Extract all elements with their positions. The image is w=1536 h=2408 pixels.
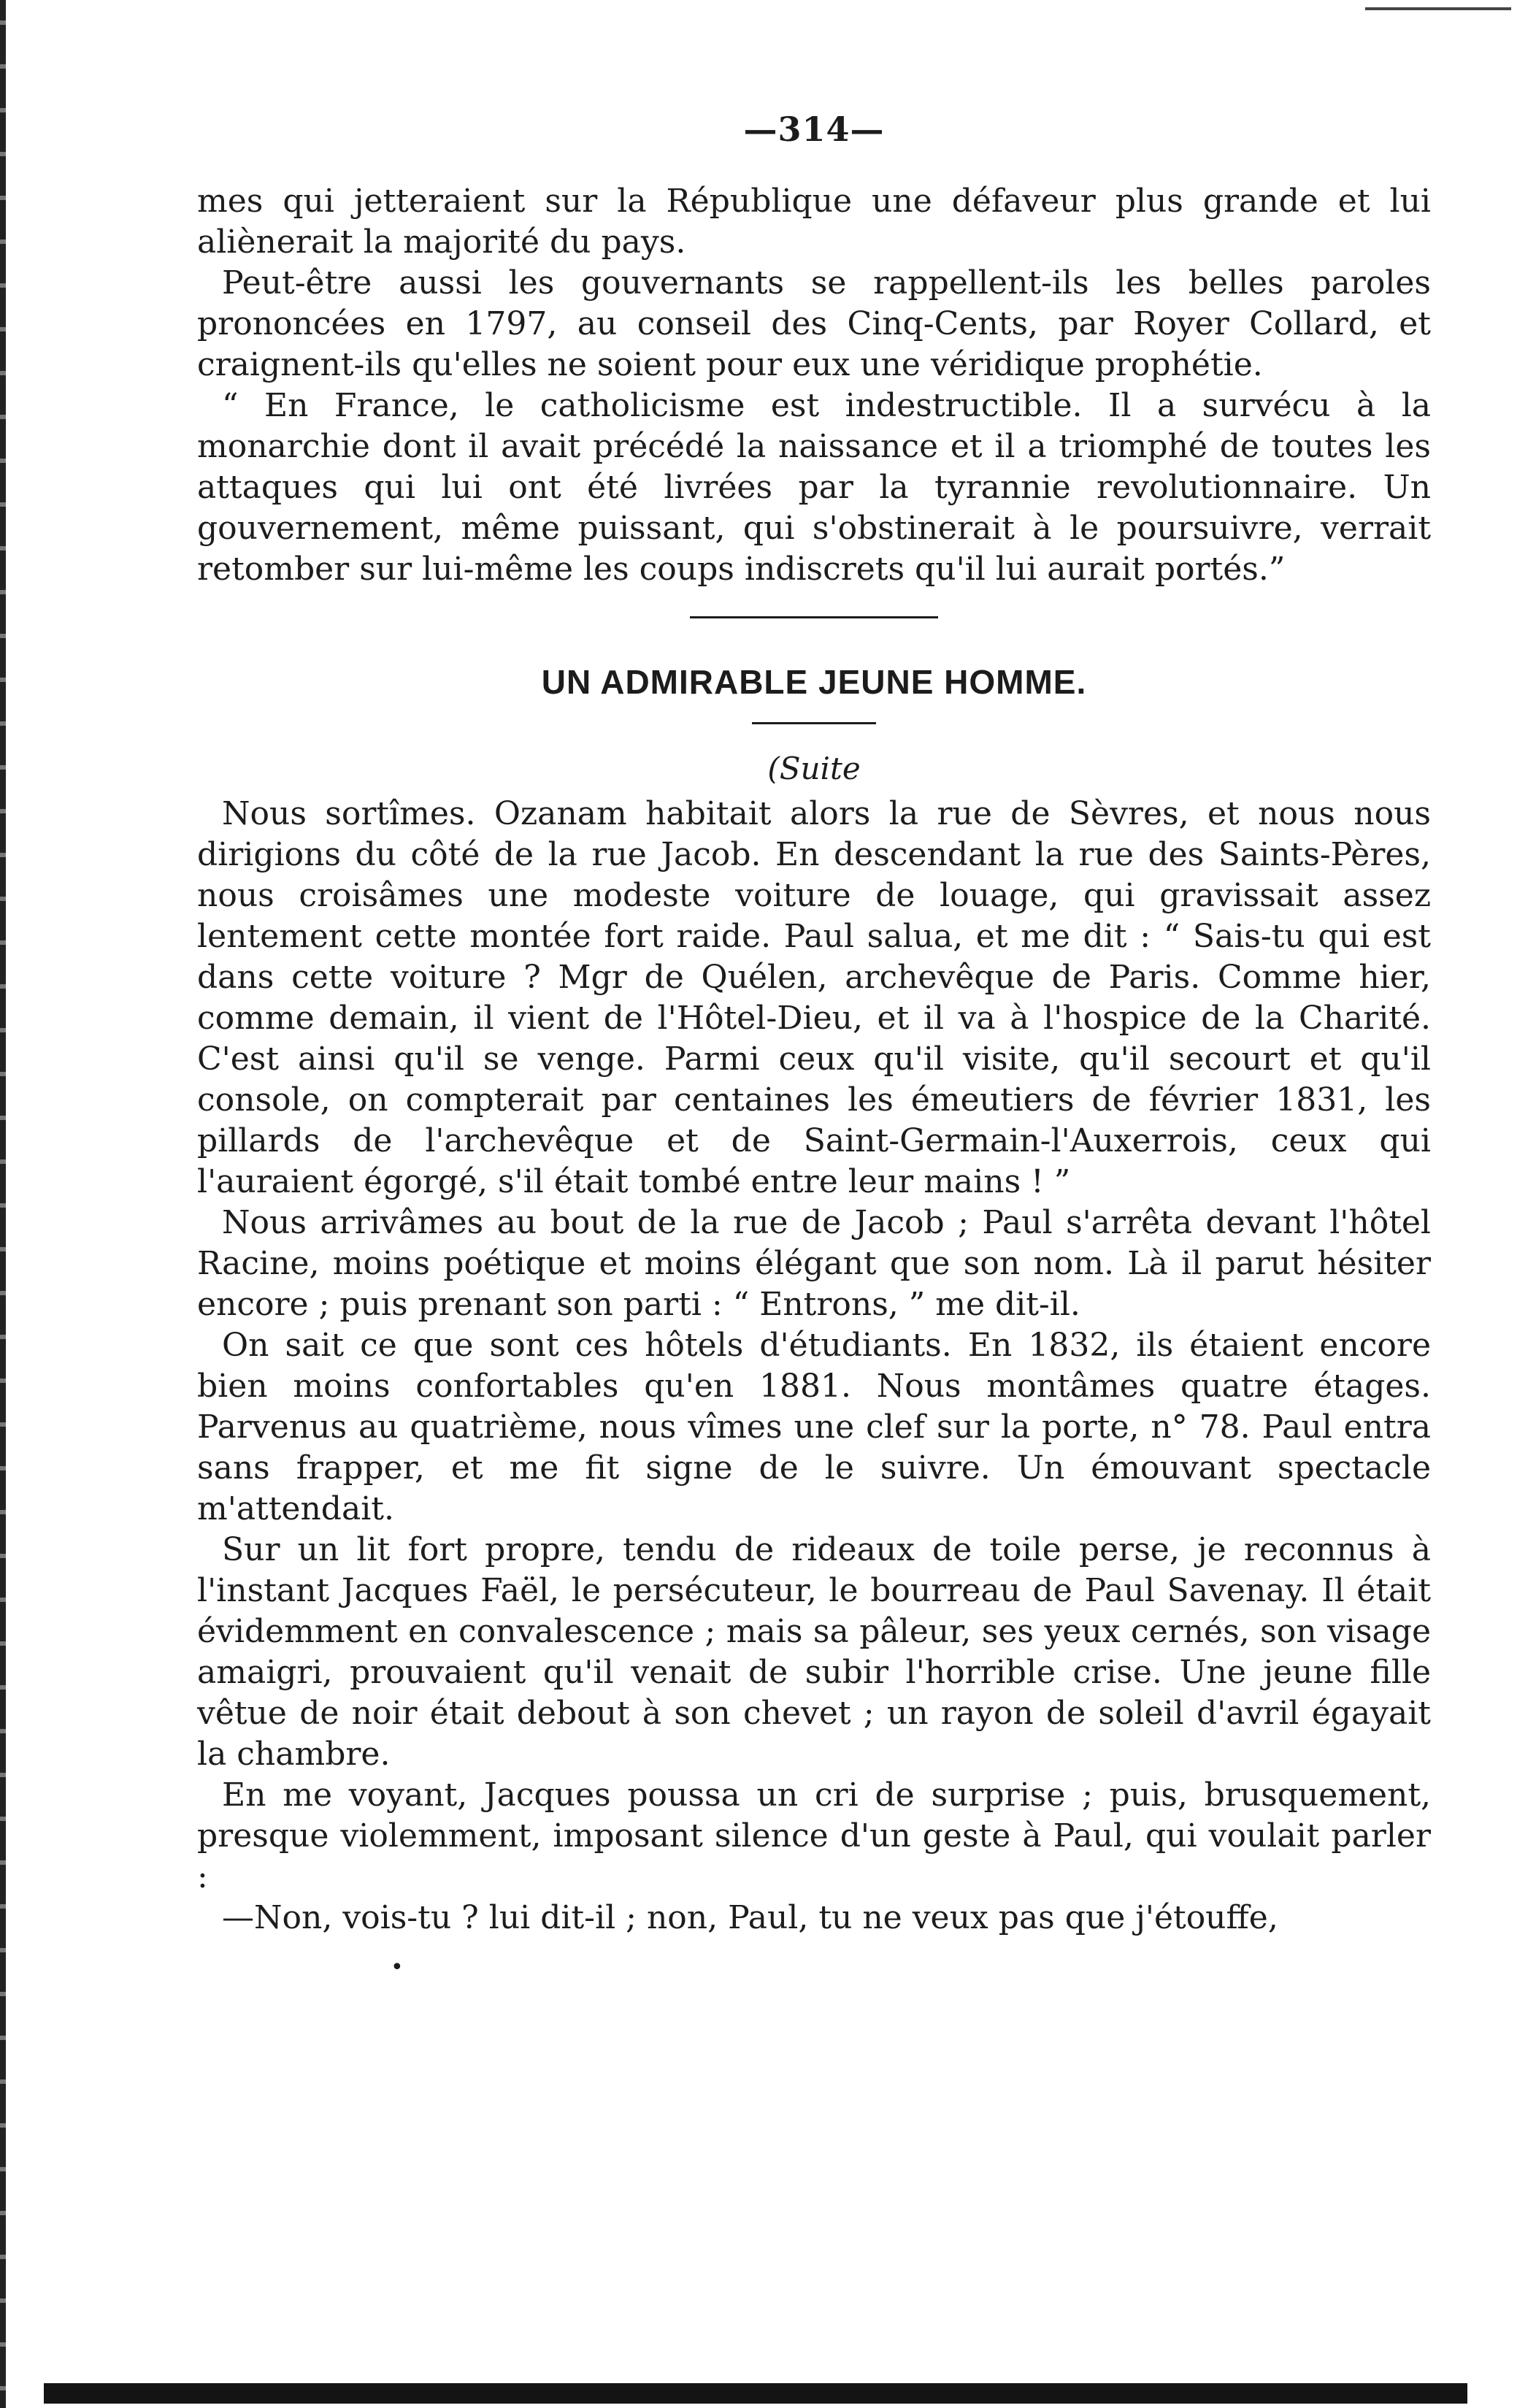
paragraph: En me voyant, Jacques poussa un cri de surprise ; puis, brusquement, presque violemment, imposant silence d'un geste à Paul, qui voulait parler : xyxy=(197,1776,1431,1895)
paragraph: Nous arrivâmes au bout de la rue de Jacob ; Paul s'arrêta devant l'hôtel Racine, moins poétique et moins élégant que son nom. Là il parut hésiter encore ; puis prenant son parti : “ Entrons, ” me dit-il. xyxy=(197,1204,1431,1323)
paragraph: Nous sortîmes. Ozanam habitait alors la rue de Sèvres, et nous nous dirigions du côté de la rue Jacob. En descendant la rue des Saints-Pères, nous croisâmes une modeste voiture de louage, qui gravissait assez lentement cette montée fort raide. Paul salua, et me dit : “ Sais-tu qui est dans cette voiture ? Mgr de Quélen, archevêque de Paris. Comme hier, comme demain, il vient de l'Hôtel-Dieu, et il va à l'hospice de la Charité. C'est ainsi qu'il se venge. Parmi ceux qu'il visite, qu'il secourt et qu'il console, on compterait par centaines les émeutiers de février 1831, les pillards de l'archevêque et de Saint-Germain-l'Auxerrois, ceux qui l'auraient égorgé, s'il était tombé entre leur mains ! ” xyxy=(197,795,1431,1200)
divider-rule xyxy=(752,722,876,724)
paragraph: Sur un lit fort propre, tendu de rideaux de toile perse, je reconnus à l'instant Jacques Faël, le persécuteur, le bourreau de Paul Savenay. Il était évidemment en convalescence ; mais sa pâleur, ses yeux cernés, son visage amaigri, prouvaient qu'il venait de subir l'horrible crise. Une jeune fille vêtue de noir était debout à son chevet ; un rayon de soleil d'avril égayait la chambre. xyxy=(197,1531,1431,1773)
footer-mark: • xyxy=(391,1955,404,1980)
scan-top-mark xyxy=(1365,7,1511,10)
paragraph: Peut-être aussi les gouvernants se rappellent-ils les belles paroles prononcées en 1797, au conseil des Cinq-Cents, par Royer Collard, et craignent-ils qu'elles ne soient pour eux une véridique prophétie. xyxy=(197,264,1431,383)
paragraph: —Non, vois-tu ? lui dit-il ; non, Paul, tu ne veux pas que j'étouffe, xyxy=(222,1899,1278,1936)
book-page xyxy=(197,110,1431,1982)
scan-left-edge xyxy=(0,0,6,2408)
paragraph: “ En France, le catholicisme est indestructible. Il a survécu à la monarchie dont il avait précédé la naissance et il a triomphé de toutes les attaques qui lui ont été livrées par la tyrannie revolutionnaire. Un gouvernement, même puissant, qui s'obstinerait à le poursuivre, verrait retomber sur lui-même les coups indiscrets qu'il lui aurait portés.” xyxy=(197,387,1431,588)
scan-bottom-edge xyxy=(44,2383,1467,2404)
paragraph: mes qui jetteraient sur la République une défaveur plus grande et lui aliènerait la majorité du pays. xyxy=(197,183,1431,261)
section-title: UN ADMIRABLE JEUNE HOMME. xyxy=(541,663,1087,701)
section-subtitle: (Suite xyxy=(767,751,861,786)
divider-rule xyxy=(690,616,938,618)
page-number: —314— xyxy=(743,110,885,149)
paragraph: On sait ce que sont ces hôtels d'étudiants. En 1832, ils étaient encore bien moins confortables qu'en 1881. Nous montâmes quatre étages. Parvenus au quatrième, nous vîmes une clef sur la porte, n° 78. Paul entra sans frapper, et me fit signe de le suivre. Un émouvant spectacle m'attendait. xyxy=(197,1327,1431,1527)
